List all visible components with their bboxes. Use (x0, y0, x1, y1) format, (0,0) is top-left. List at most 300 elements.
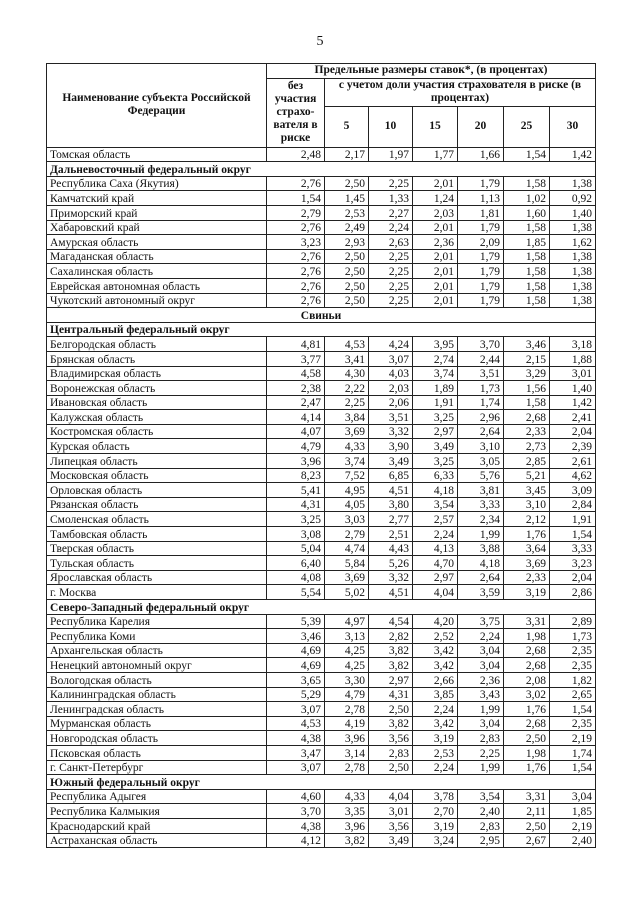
rate-value: 2,53 (413, 745, 458, 760)
rate-value: 3,33 (550, 541, 596, 556)
rate-value: 3,04 (458, 643, 504, 658)
rate-value: 7,52 (325, 468, 369, 483)
rate-value: 2,36 (413, 235, 458, 250)
share-header: 20 (458, 106, 504, 147)
rate-value: 4,38 (267, 818, 325, 833)
table-row (47, 643, 596, 658)
table-row (47, 716, 596, 731)
table-body (47, 147, 596, 848)
section-row (47, 162, 596, 177)
rate-value: 2,47 (267, 395, 325, 410)
region-name: Рязанская область (47, 497, 267, 512)
rate-value: 1,58 (504, 395, 550, 410)
rate-value: 3,74 (325, 454, 369, 469)
rate-value: 3,96 (325, 818, 369, 833)
table-row (47, 191, 596, 206)
rate-value: 4,31 (267, 497, 325, 512)
rate-value: 5,39 (267, 614, 325, 629)
share-header: 10 (369, 106, 413, 147)
rate-value: 4,04 (369, 789, 413, 804)
rate-value: 2,22 (325, 381, 369, 396)
with-share-header: с учетом доли участия страхователя в риске (в процентах) (325, 78, 596, 106)
rate-value: 2,66 (413, 672, 458, 687)
rate-value: 2,74 (413, 351, 458, 366)
rate-value: 3,70 (458, 337, 504, 352)
table-row (47, 760, 596, 775)
table-row (47, 483, 596, 498)
rate-value: 3,56 (369, 818, 413, 833)
rate-value: 1,74 (550, 745, 596, 760)
rate-value: 1,54 (550, 702, 596, 717)
rate-value: 1,40 (550, 381, 596, 396)
rate-value: 1,58 (504, 278, 550, 293)
rate-value: 3,01 (550, 366, 596, 381)
rate-value: 3,85 (413, 687, 458, 702)
rate-value: 1,60 (504, 205, 550, 220)
rate-value: 5,41 (267, 483, 325, 498)
region-name: Хабаровский край (47, 220, 267, 235)
region-name: Тульская область (47, 556, 267, 571)
rate-value: 2,40 (458, 804, 504, 819)
rate-value: 3,14 (325, 745, 369, 760)
rate-value: 2,24 (369, 220, 413, 235)
table-row (47, 410, 596, 425)
rate-value: 3,23 (267, 235, 325, 250)
rate-value: 3,04 (458, 658, 504, 673)
federal-district-title: Южный федеральный округ (47, 775, 596, 790)
region-name: Архангельская область (47, 643, 267, 658)
rate-value: 2,01 (413, 278, 458, 293)
rate-value: 2,35 (550, 716, 596, 731)
rate-value: 3,95 (413, 337, 458, 352)
rate-value: 3,49 (369, 454, 413, 469)
table-row (47, 731, 596, 746)
rate-value: 2,50 (369, 760, 413, 775)
rate-value: 2,44 (458, 351, 504, 366)
region-name: Республика Коми (47, 629, 267, 644)
region-name: Тамбовская область (47, 527, 267, 542)
region-name: Ярославская область (47, 570, 267, 585)
rate-value: 1,73 (550, 629, 596, 644)
rate-value: 4,60 (267, 789, 325, 804)
rate-value: 4,25 (325, 658, 369, 673)
rate-value: 3,82 (369, 643, 413, 658)
rate-value: 4,79 (267, 439, 325, 454)
rate-value: 2,19 (550, 731, 596, 746)
rate-value: 3,90 (369, 439, 413, 454)
region-name: Владимирская область (47, 366, 267, 381)
rate-value: 2,63 (369, 235, 413, 250)
rate-value: 1,73 (458, 381, 504, 396)
rate-value: 3,49 (413, 439, 458, 454)
rate-value: 2,04 (550, 424, 596, 439)
rate-value: 2,68 (504, 643, 550, 658)
table-row (47, 220, 596, 235)
region-name: Приморский край (47, 205, 267, 220)
table-row (47, 381, 596, 396)
rate-value: 3,09 (550, 483, 596, 498)
rate-value: 3,42 (413, 716, 458, 731)
rate-value: 1,91 (413, 395, 458, 410)
share-header: 5 (325, 106, 369, 147)
region-name: Сахалинская область (47, 264, 267, 279)
rate-value: 1,79 (458, 220, 504, 235)
rate-value: 3,33 (458, 497, 504, 512)
rate-value: 4,30 (325, 366, 369, 381)
rate-value: 3,51 (458, 366, 504, 381)
rate-value: 4,62 (550, 468, 596, 483)
rate-value: 1,85 (504, 235, 550, 250)
rate-value: 1,54 (504, 147, 550, 162)
rate-value: 3,32 (369, 424, 413, 439)
rate-value: 2,38 (267, 381, 325, 396)
rate-value: 2,50 (369, 702, 413, 717)
rate-value: 2,33 (504, 424, 550, 439)
rate-value: 3,25 (413, 454, 458, 469)
region-name: Новгородская область (47, 731, 267, 746)
rate-value: 1,54 (550, 527, 596, 542)
rate-value: 5,54 (267, 585, 325, 600)
rate-value: 3,07 (267, 702, 325, 717)
rate-value: 5,84 (325, 556, 369, 571)
rate-value: 4,13 (413, 541, 458, 556)
rate-value: 3,19 (413, 818, 458, 833)
rate-value: 2,64 (458, 570, 504, 585)
region-name: Камчатский край (47, 191, 267, 206)
rate-value: 3,05 (458, 454, 504, 469)
rate-value: 2,76 (267, 293, 325, 308)
region-name: Томская область (47, 147, 267, 162)
rate-value: 2,34 (458, 512, 504, 527)
rate-value: 2,24 (413, 527, 458, 542)
table-row (47, 264, 596, 279)
rate-value: 8,23 (267, 468, 325, 483)
rate-value: 2,95 (458, 833, 504, 848)
rate-value: 3,23 (550, 556, 596, 571)
rate-value: 3,42 (413, 643, 458, 658)
rate-value: 2,25 (369, 293, 413, 308)
rate-value: 2,61 (550, 454, 596, 469)
rate-value: 3,84 (325, 410, 369, 425)
rate-value: 3,10 (504, 497, 550, 512)
rate-value: 2,76 (267, 220, 325, 235)
rate-value: 3,25 (413, 410, 458, 425)
table-row (47, 147, 596, 162)
table-row (47, 249, 596, 264)
rate-value: 3,07 (369, 351, 413, 366)
table-row (47, 658, 596, 673)
rate-value: 2,25 (458, 745, 504, 760)
table-row (47, 512, 596, 527)
rate-value: 4,05 (325, 497, 369, 512)
rate-value: 3,80 (369, 497, 413, 512)
rate-value: 4,51 (369, 483, 413, 498)
rate-value: 2,52 (413, 629, 458, 644)
rate-value: 2,83 (369, 745, 413, 760)
federal-district-title: Дальневосточный федеральный округ (47, 162, 596, 177)
region-name: Республика Калмыкия (47, 804, 267, 819)
table-row (47, 454, 596, 469)
rate-value: 1,79 (458, 249, 504, 264)
rate-value: 1,88 (550, 351, 596, 366)
rate-value: 2,97 (413, 424, 458, 439)
rate-value: 4,03 (369, 366, 413, 381)
rate-value: 4,97 (325, 614, 369, 629)
share-header: 30 (550, 106, 596, 147)
rate-value: 3,29 (504, 366, 550, 381)
subject-column-header: Наименование субъекта Российской Федерации (47, 64, 267, 148)
rate-value: 1,56 (504, 381, 550, 396)
rate-value: 6,33 (413, 468, 458, 483)
table-row (47, 351, 596, 366)
rate-value: 1,99 (458, 760, 504, 775)
rate-value: 1,76 (504, 702, 550, 717)
rate-value: 1,79 (458, 176, 504, 191)
rate-value: 2,12 (504, 512, 550, 527)
table-row (47, 541, 596, 556)
rate-value: 2,25 (325, 395, 369, 410)
rate-value: 2,51 (369, 527, 413, 542)
rate-value: 3,13 (325, 629, 369, 644)
rate-value: 3,78 (413, 789, 458, 804)
table-row (47, 614, 596, 629)
rate-value: 4,12 (267, 833, 325, 848)
rate-value: 0,92 (550, 191, 596, 206)
rate-value: 3,81 (458, 483, 504, 498)
subhead-row (47, 308, 596, 323)
table-row (47, 687, 596, 702)
share-header: 25 (504, 106, 550, 147)
region-name: Ивановская область (47, 395, 267, 410)
rate-value: 2,97 (413, 570, 458, 585)
rate-value: 3,74 (413, 366, 458, 381)
table-row (47, 293, 596, 308)
rate-value: 3,31 (504, 789, 550, 804)
rate-value: 4,25 (325, 643, 369, 658)
rate-value: 3,30 (325, 672, 369, 687)
table-row (47, 497, 596, 512)
rate-value: 2,01 (413, 264, 458, 279)
share-header: 15 (413, 106, 458, 147)
rate-value: 2,19 (550, 818, 596, 833)
rate-value: 4,95 (325, 483, 369, 498)
rate-value: 3,03 (325, 512, 369, 527)
table-row (47, 424, 596, 439)
region-name: Республика Адыгея (47, 789, 267, 804)
rate-value: 2,83 (458, 818, 504, 833)
rate-value: 3,70 (267, 804, 325, 819)
rate-value: 1,91 (550, 512, 596, 527)
rate-value: 1,45 (325, 191, 369, 206)
table-row (47, 570, 596, 585)
rate-value: 2,03 (413, 205, 458, 220)
rate-value: 1,81 (458, 205, 504, 220)
rate-value: 3,32 (369, 570, 413, 585)
rate-value: 2,78 (325, 702, 369, 717)
rate-value: 3,10 (458, 439, 504, 454)
rate-value: 3,96 (267, 454, 325, 469)
region-name: Чукотский автономный округ (47, 293, 267, 308)
rate-value: 3,46 (504, 337, 550, 352)
rate-value: 3,24 (413, 833, 458, 848)
rate-value: 2,77 (369, 512, 413, 527)
rate-value: 3,65 (267, 672, 325, 687)
rate-value: 4,54 (369, 614, 413, 629)
rate-value: 2,50 (325, 249, 369, 264)
rate-value: 3,82 (369, 716, 413, 731)
region-name: Калининградская область (47, 687, 267, 702)
rate-value: 2,50 (325, 293, 369, 308)
rate-value: 3,59 (458, 585, 504, 600)
rate-value: 2,25 (369, 278, 413, 293)
rate-value: 1,54 (267, 191, 325, 206)
rate-value: 1,62 (550, 235, 596, 250)
rate-value: 3,01 (369, 804, 413, 819)
section-row (47, 775, 596, 790)
rate-value: 2,68 (504, 716, 550, 731)
rate-value: 3,54 (413, 497, 458, 512)
rate-value: 1,58 (504, 220, 550, 235)
rate-value: 2,08 (504, 672, 550, 687)
section-row (47, 322, 596, 337)
rate-value: 2,76 (267, 176, 325, 191)
table-row (47, 585, 596, 600)
rate-value: 2,35 (550, 643, 596, 658)
rate-value: 2,65 (550, 687, 596, 702)
rate-value: 5,21 (504, 468, 550, 483)
rate-value: 2,76 (267, 249, 325, 264)
rate-value: 2,50 (325, 176, 369, 191)
region-name: Республика Саха (Якутия) (47, 176, 267, 191)
region-name: Еврейская автономная область (47, 278, 267, 293)
rate-value: 3,45 (504, 483, 550, 498)
table-row (47, 818, 596, 833)
rate-value: 2,64 (458, 424, 504, 439)
rate-value: 2,06 (369, 395, 413, 410)
rate-value: 5,02 (325, 585, 369, 600)
federal-district-title: Северо-Западный федеральный округ (47, 600, 596, 615)
rates-group-header: Предельные размеры ставок*, (в процентах) (267, 64, 596, 79)
rate-value: 4,81 (267, 337, 325, 352)
table-row (47, 804, 596, 819)
region-name: Орловская область (47, 483, 267, 498)
rate-value: 1,13 (458, 191, 504, 206)
rate-value: 3,42 (413, 658, 458, 673)
rate-value: 5,26 (369, 556, 413, 571)
rate-value: 2,11 (504, 804, 550, 819)
rate-value: 4,18 (413, 483, 458, 498)
region-name: Воронежская область (47, 381, 267, 396)
category-title: Свиньи (47, 308, 596, 323)
rate-value: 3,04 (550, 789, 596, 804)
rate-value: 4,79 (325, 687, 369, 702)
rate-value: 3,51 (369, 410, 413, 425)
rate-value: 2,70 (413, 804, 458, 819)
rate-value: 3,04 (458, 716, 504, 731)
rate-value: 3,07 (267, 760, 325, 775)
rate-value: 1,76 (504, 527, 550, 542)
rate-value: 2,50 (504, 731, 550, 746)
region-name: Краснодарский край (47, 818, 267, 833)
rate-value: 2,01 (413, 293, 458, 308)
rate-value: 2,83 (458, 731, 504, 746)
table-row (47, 745, 596, 760)
rate-value: 4,53 (325, 337, 369, 352)
rate-value: 2,33 (504, 570, 550, 585)
region-name: Ненецкий автономный округ (47, 658, 267, 673)
rate-value: 3,82 (369, 658, 413, 673)
table-row (47, 789, 596, 804)
rate-value: 3,19 (413, 731, 458, 746)
table-row (47, 278, 596, 293)
rate-value: 4,70 (413, 556, 458, 571)
rate-value: 2,57 (413, 512, 458, 527)
region-name: Мурманская область (47, 716, 267, 731)
rate-value: 2,76 (267, 278, 325, 293)
rate-value: 2,50 (504, 818, 550, 833)
rate-value: 3,69 (504, 556, 550, 571)
rate-value: 1,58 (504, 264, 550, 279)
rate-value: 2,36 (458, 672, 504, 687)
rate-value: 2,49 (325, 220, 369, 235)
table-row (47, 176, 596, 191)
rate-value: 1,98 (504, 629, 550, 644)
rate-value: 4,07 (267, 424, 325, 439)
region-name: Курская область (47, 439, 267, 454)
rate-value: 1,76 (504, 760, 550, 775)
rate-value: 2,79 (267, 205, 325, 220)
rate-value: 1,89 (413, 381, 458, 396)
rate-value: 3,69 (325, 570, 369, 585)
table-row (47, 702, 596, 717)
rate-value: 3,08 (267, 527, 325, 542)
rate-value: 2,39 (550, 439, 596, 454)
rate-value: 3,69 (325, 424, 369, 439)
rate-value: 3,41 (325, 351, 369, 366)
rate-value: 2,96 (458, 410, 504, 425)
region-name: Липецкая область (47, 454, 267, 469)
rate-value: 3,18 (550, 337, 596, 352)
rate-value: 2,24 (413, 702, 458, 717)
rate-value: 2,73 (504, 439, 550, 454)
rate-value: 1,42 (550, 395, 596, 410)
rate-value: 4,14 (267, 410, 325, 425)
rate-value: 1,38 (550, 278, 596, 293)
region-name: Московская область (47, 468, 267, 483)
table-row (47, 337, 596, 352)
region-name: Вологодская область (47, 672, 267, 687)
table-row (47, 366, 596, 381)
rate-value: 2,01 (413, 249, 458, 264)
rate-value: 1,42 (550, 147, 596, 162)
rate-value: 4,43 (369, 541, 413, 556)
table-row (47, 629, 596, 644)
rate-value: 1,98 (504, 745, 550, 760)
rate-value: 3,46 (267, 629, 325, 644)
rate-value: 2,01 (413, 220, 458, 235)
rate-value: 3,31 (504, 614, 550, 629)
rate-value: 2,09 (458, 235, 504, 250)
region-name: Астраханская область (47, 833, 267, 848)
rate-value: 1,38 (550, 176, 596, 191)
rate-value: 1,24 (413, 191, 458, 206)
rate-value: 2,67 (504, 833, 550, 848)
rate-value: 3,25 (267, 512, 325, 527)
rate-value: 6,40 (267, 556, 325, 571)
table-row (47, 395, 596, 410)
region-name: Смоленская область (47, 512, 267, 527)
rate-value: 2,50 (325, 264, 369, 279)
